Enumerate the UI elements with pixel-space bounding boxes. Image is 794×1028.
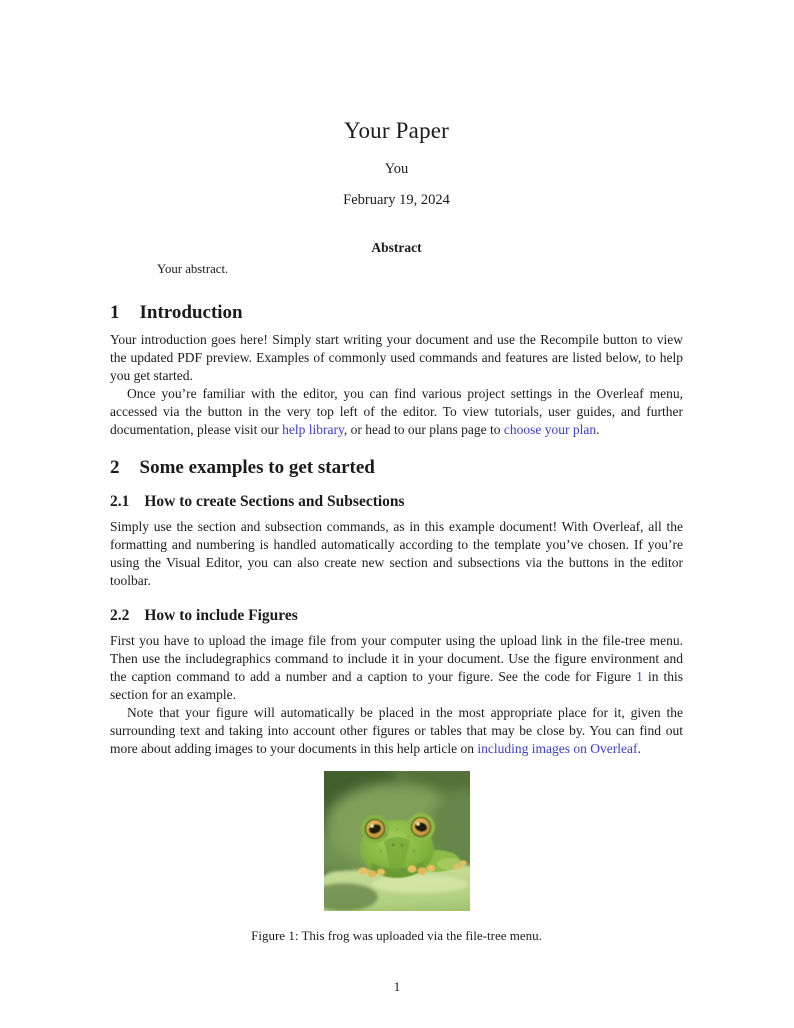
figures-paragraph-2: [110, 704, 683, 758]
subsection-2-2-heading: [110, 607, 683, 625]
intro-p2-text-b: , or head to our plans page to: [343, 421, 504, 437]
figures-p2-text-b: .: [637, 740, 641, 756]
figure-1-reference-link[interactable]: 1: [636, 668, 643, 684]
section-1-number: 1: [110, 302, 120, 323]
intro-p2-text-a: Once you’re familiar with the editor, you can find various project settings in the Overleaf menu, accessed via the button in the very top left of the editor. To view tutorials, user guides, and further documentation, please visit our: [110, 385, 683, 437]
section-2-heading: [110, 457, 683, 479]
intro-p2-text-c: .: [596, 421, 600, 437]
choose-your-plan-link[interactable]: choose your plan: [503, 421, 597, 437]
including-images-overleaf-link[interactable]: including images on Overleaf: [477, 740, 638, 756]
intro-paragraph-1: Your introduction goes here! Simply start writing your document and use the Recompile button to view the updated PDF preview. Examples of commonly used commands and features are listed below, to help you get started.: [110, 332, 683, 383]
section-1-heading: [110, 302, 683, 324]
abstract-text: Your abstract.: [157, 262, 229, 276]
subsection-2-1-number: 2.1: [110, 493, 130, 511]
paper-date: February 19, 2024: [343, 192, 450, 208]
subsection-2-1-heading: [110, 493, 683, 511]
abstract-heading: Abstract: [371, 240, 422, 255]
figures-p2-text-a: Note that your figure will automatically be placed in the most appropriate place for it, given the surrounding text and taking into account other figures or tables that may be close by. You can find out more about adding images to your documents in this help article on: [110, 704, 683, 756]
section-2-number: 2: [110, 457, 120, 479]
abstract-block: [110, 240, 683, 277]
figures-p1-text-b: in this section for an example.: [110, 668, 683, 702]
subsection-2-1-title: How to create Sections and Subsections: [144, 493, 405, 511]
figure-1-caption: Figure 1: This frog was uploaded via the file-tree menu.: [251, 928, 542, 944]
section-2-title: Some examples to get started: [139, 457, 375, 479]
figures-p1-text-a: First you have to upload the image file from your computer using the upload link in the file-tree menu. Then use the includegraphics command to include it in your document. Use the figure environment and the caption command to add a number and a caption to your figure. See the code for Figure: [110, 633, 683, 684]
intro-paragraph-2: [110, 385, 683, 439]
figure-1: [110, 771, 683, 944]
subsection-2-1-paragraph: Simply use the section and subsection commands, as in this example document! With Overleaf, all the formatting and numbering is handled automatically according to the template you’ve chosen. If you’re using the Visual Editor, you can also create new section and subsections via the buttons in the editor toolbar.: [110, 519, 683, 589]
subsection-2-2-number: 2.2: [110, 607, 130, 625]
figures-paragraph-1: [110, 632, 683, 704]
section-1-title: Introduction: [139, 302, 243, 323]
help-library-link[interactable]: help library: [282, 421, 344, 437]
page-number: 1: [393, 979, 401, 994]
subsection-2-2-title: How to include Figures: [144, 607, 298, 625]
paper-title: Your Paper: [343, 118, 450, 143]
title-block: [110, 118, 683, 209]
paper-author: You: [384, 161, 409, 177]
frog-image: [324, 771, 470, 911]
